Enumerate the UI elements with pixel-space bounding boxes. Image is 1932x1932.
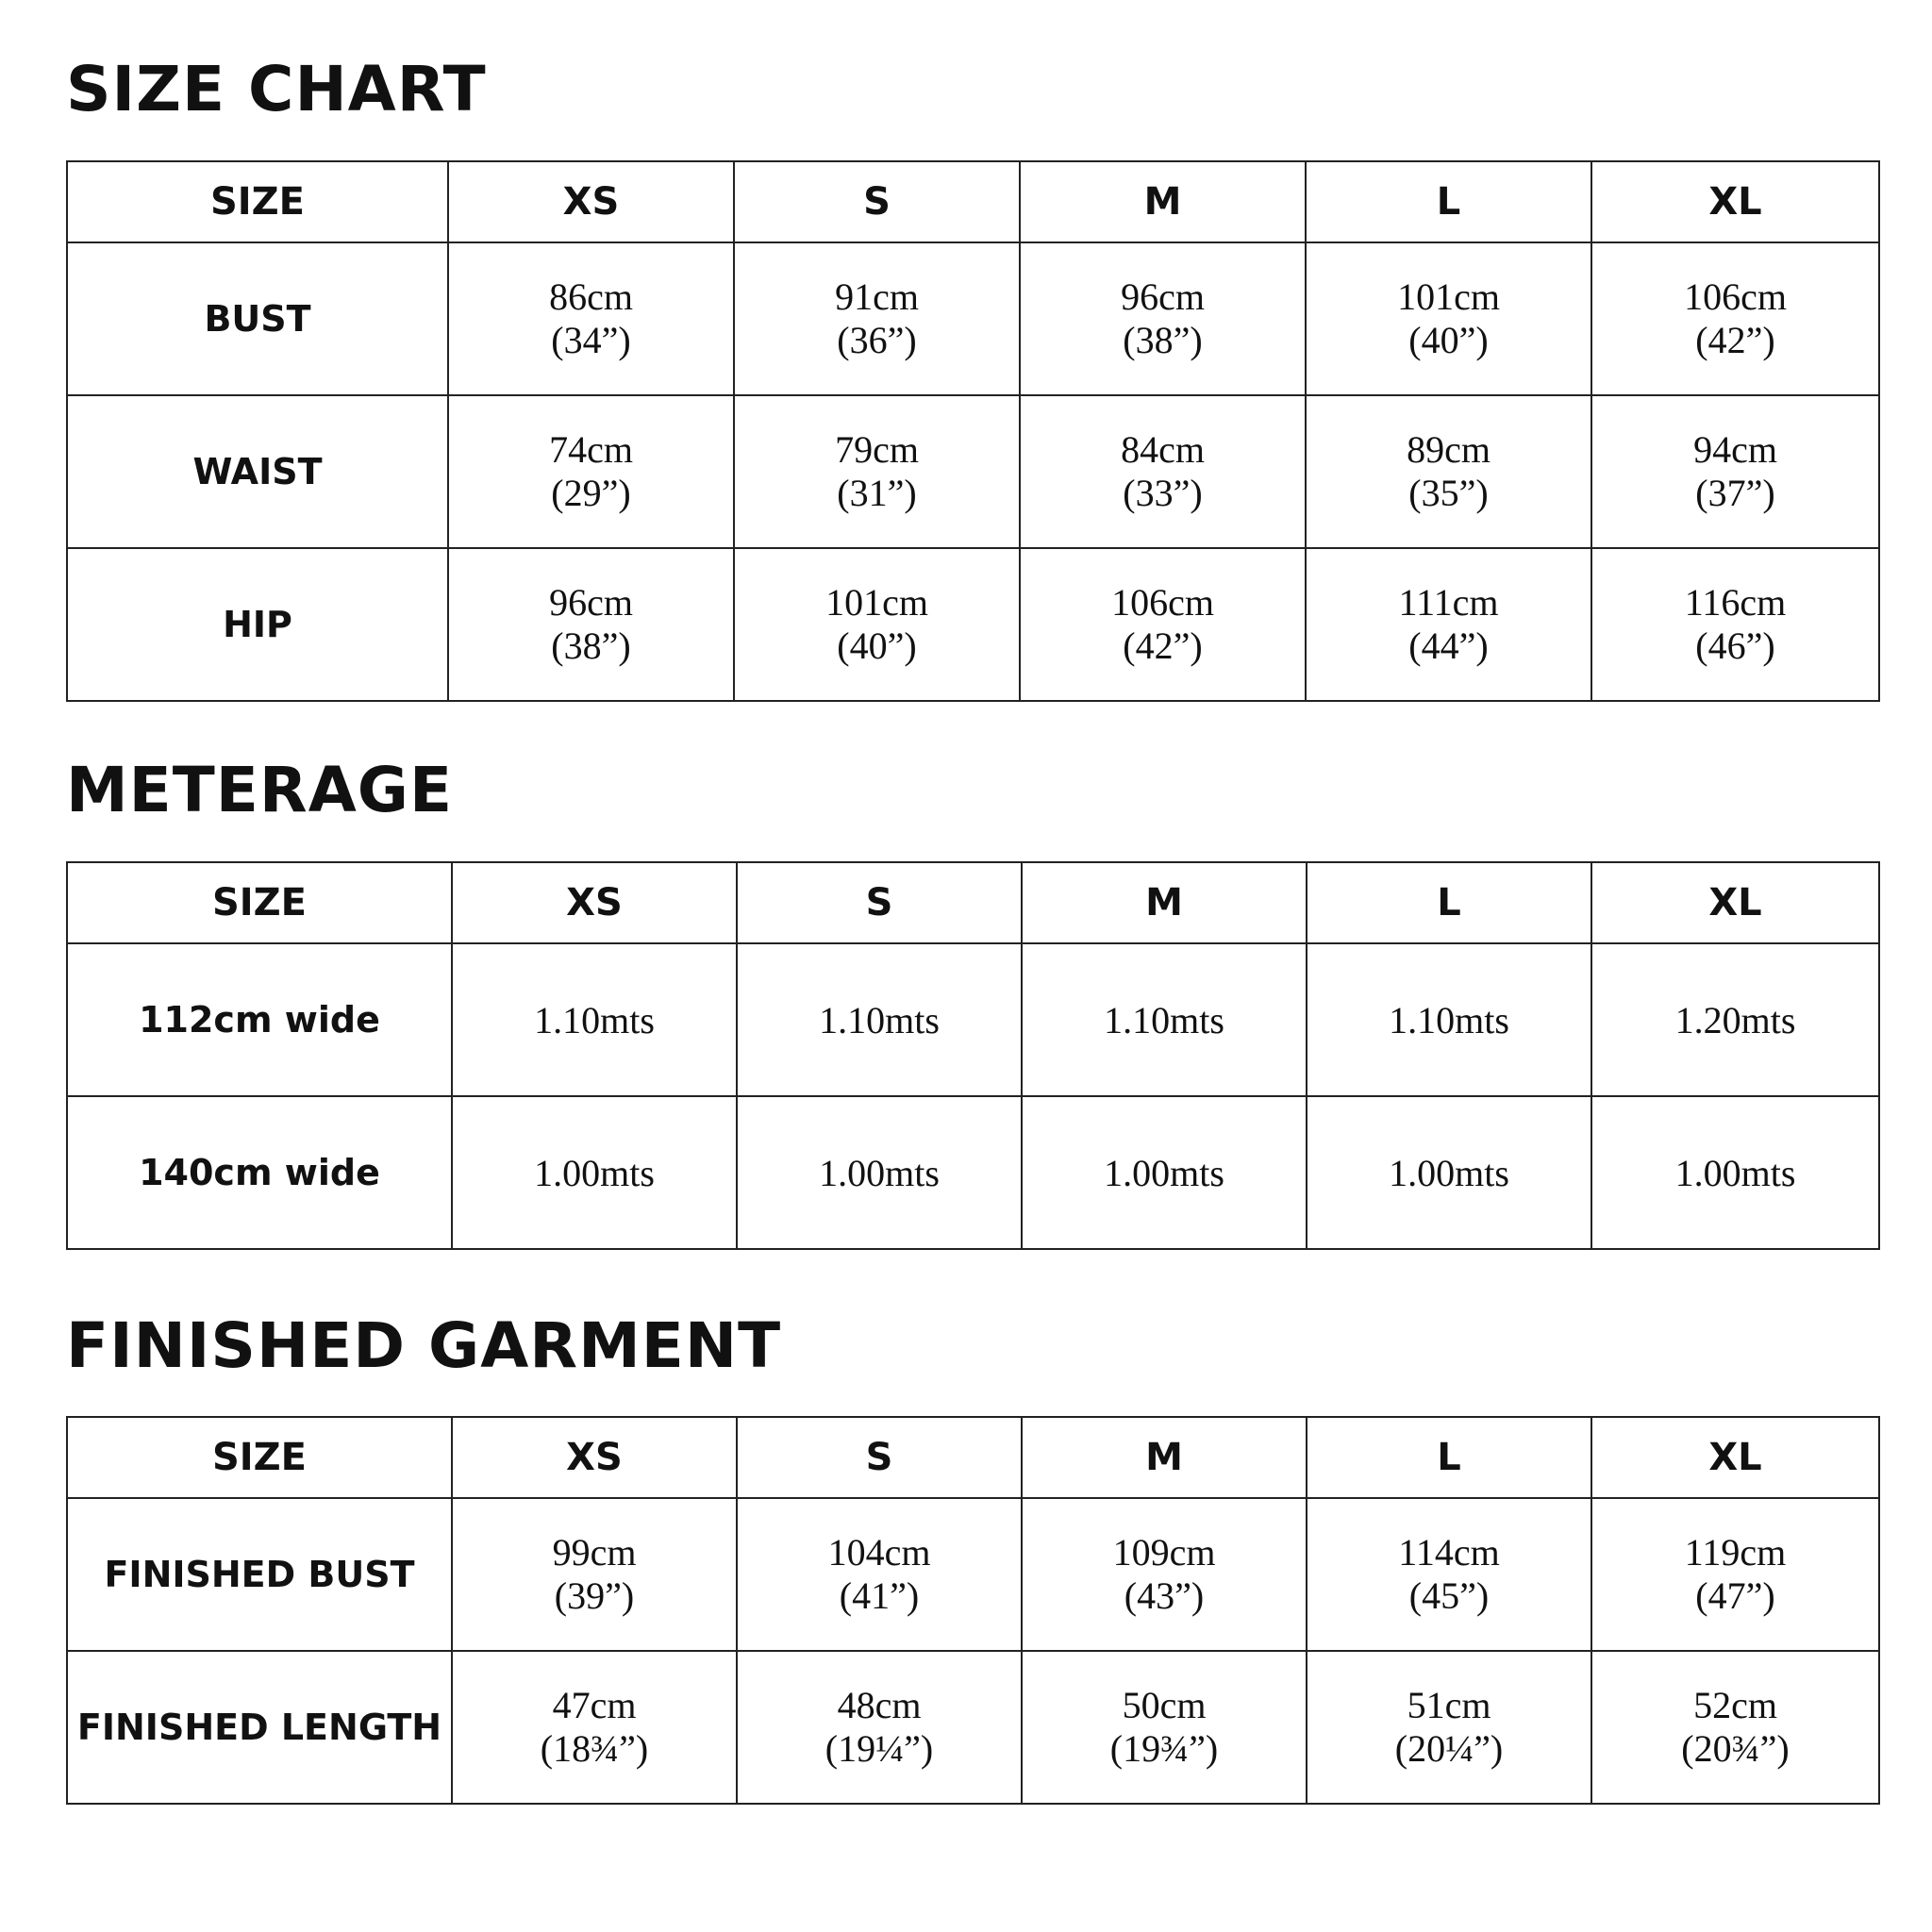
inch-value: (31”) [837, 472, 917, 514]
row-label: FINISHED LENGTH [67, 1651, 452, 1804]
inch-value: (20¾”) [1681, 1727, 1790, 1770]
cm-value: 50cm [1122, 1684, 1207, 1726]
table-cell [1591, 548, 1879, 701]
table-cell: 1.10mts [1307, 943, 1591, 1096]
row-label: 112cm wide [67, 943, 452, 1096]
inch-value: (38”) [1123, 319, 1203, 361]
header-cell: L [1307, 862, 1591, 943]
inch-value: (36”) [837, 319, 917, 361]
table-cell [448, 548, 734, 701]
header-cell: XL [1591, 161, 1879, 242]
inch-value: (46”) [1695, 625, 1775, 667]
header-cell: SIZE [67, 862, 452, 943]
header-cell: M [1022, 862, 1307, 943]
cm-value: 79cm [835, 428, 919, 471]
inch-value: (40”) [1408, 319, 1489, 361]
table-row [67, 943, 1879, 1096]
inch-value: (39”) [554, 1574, 635, 1617]
header-cell: SIZE [67, 161, 448, 242]
header-cell: XL [1591, 862, 1879, 943]
table-cell [1307, 1651, 1591, 1804]
row-label: 140cm wide [67, 1096, 452, 1249]
row-label: HIP [67, 548, 448, 701]
table-cell: 1.10mts [452, 943, 737, 1096]
inch-value: (33”) [1123, 472, 1203, 514]
inch-value: (38”) [551, 625, 631, 667]
row-label: WAIST [67, 395, 448, 548]
table-cell [1306, 242, 1591, 395]
header-cell: L [1307, 1417, 1591, 1498]
cm-value: 74cm [549, 428, 633, 471]
cm-value: 114cm [1398, 1531, 1500, 1574]
table-cell [737, 1651, 1022, 1804]
table-cell [1022, 1498, 1307, 1651]
inch-value: (18¾”) [540, 1727, 649, 1770]
cm-value: 109cm [1112, 1531, 1216, 1574]
table-row [67, 395, 1879, 548]
table-cell: 1.10mts [1022, 943, 1307, 1096]
inch-value: (41”) [839, 1574, 920, 1617]
header-cell: M [1022, 1417, 1307, 1498]
cm-value: 86cm [549, 275, 633, 318]
meterage-table [66, 861, 1880, 1250]
finished-garment-table [66, 1416, 1880, 1805]
row-label: FINISHED BUST [67, 1498, 452, 1651]
inch-value: (35”) [1408, 472, 1489, 514]
table-row [67, 548, 1879, 701]
inch-value: (44”) [1408, 625, 1489, 667]
table-cell: 1.20mts [1591, 943, 1879, 1096]
inch-value: (45”) [1408, 1574, 1490, 1617]
table-cell [734, 242, 1020, 395]
table-cell: 1.00mts [1307, 1096, 1591, 1249]
cm-value: 51cm [1407, 1684, 1491, 1726]
header-cell: S [737, 862, 1022, 943]
table-cell [1306, 548, 1591, 701]
inch-value: (20¼”) [1394, 1727, 1504, 1770]
table-cell [452, 1498, 737, 1651]
table-cell: 1.00mts [1022, 1096, 1307, 1249]
table-header-row [67, 862, 1879, 943]
cm-value: 99cm [552, 1531, 637, 1574]
table-cell [1306, 395, 1591, 548]
row-label: BUST [67, 242, 448, 395]
header-cell: SIZE [67, 1417, 452, 1498]
inch-value: (19¼”) [824, 1727, 934, 1770]
inch-value: (40”) [837, 625, 917, 667]
inch-value: (42”) [1123, 625, 1203, 667]
table-cell [737, 1498, 1022, 1651]
table-row [67, 1096, 1879, 1249]
header-cell: XS [452, 1417, 737, 1498]
table-cell [1020, 395, 1306, 548]
table-row [67, 242, 1879, 395]
cm-value: 47cm [552, 1684, 637, 1726]
cm-value: 106cm [1111, 581, 1214, 624]
table-cell [448, 395, 734, 548]
inch-value: (29”) [551, 472, 631, 514]
table-header-row [67, 1417, 1879, 1498]
header-cell: XS [448, 161, 734, 242]
header-cell: L [1306, 161, 1591, 242]
table-cell [1020, 242, 1306, 395]
inch-value: (19¾”) [1109, 1727, 1219, 1770]
table-row [67, 1651, 1879, 1804]
cm-value: 106cm [1684, 275, 1787, 318]
cm-value: 96cm [549, 581, 633, 624]
cm-value: 48cm [837, 1684, 922, 1726]
cm-value: 96cm [1121, 275, 1205, 318]
cm-value: 101cm [825, 581, 928, 624]
size-chart-title: SIZE CHART [66, 53, 487, 125]
table-cell [1591, 1498, 1879, 1651]
finished-garment-title: FINISHED GARMENT [66, 1309, 782, 1382]
inch-value: (34”) [551, 319, 631, 361]
table-cell [734, 548, 1020, 701]
table-cell [1020, 548, 1306, 701]
cm-value: 101cm [1397, 275, 1500, 318]
cm-value: 52cm [1693, 1684, 1777, 1726]
table-cell: 1.00mts [1591, 1096, 1879, 1249]
header-cell: S [737, 1417, 1022, 1498]
header-cell: XL [1591, 1417, 1879, 1498]
table-cell [1591, 1651, 1879, 1804]
table-cell [1591, 242, 1879, 395]
cm-value: 89cm [1407, 428, 1491, 471]
cm-value: 119cm [1684, 1531, 1787, 1574]
cm-value: 84cm [1121, 428, 1205, 471]
meterage-title: METERAGE [66, 754, 454, 826]
header-cell: M [1020, 161, 1306, 242]
table-cell [1307, 1498, 1591, 1651]
table-cell: 1.10mts [737, 943, 1022, 1096]
cm-value: 116cm [1684, 581, 1787, 624]
cm-value: 104cm [827, 1531, 931, 1574]
inch-value: (47”) [1695, 1574, 1775, 1617]
header-cell: XS [452, 862, 737, 943]
table-cell [734, 395, 1020, 548]
table-cell [1022, 1651, 1307, 1804]
table-cell: 1.00mts [737, 1096, 1022, 1249]
cm-value: 111cm [1398, 581, 1499, 624]
inch-value: (42”) [1695, 319, 1775, 361]
header-cell: S [734, 161, 1020, 242]
inch-value: (37”) [1695, 472, 1775, 514]
table-row [67, 1498, 1879, 1651]
table-cell [1591, 395, 1879, 548]
cm-value: 91cm [835, 275, 919, 318]
table-header-row [67, 161, 1879, 242]
table-cell [452, 1651, 737, 1804]
table-cell: 1.00mts [452, 1096, 737, 1249]
size-chart-table [66, 160, 1880, 702]
cm-value: 94cm [1693, 428, 1777, 471]
table-cell [448, 242, 734, 395]
inch-value: (43”) [1124, 1574, 1205, 1617]
